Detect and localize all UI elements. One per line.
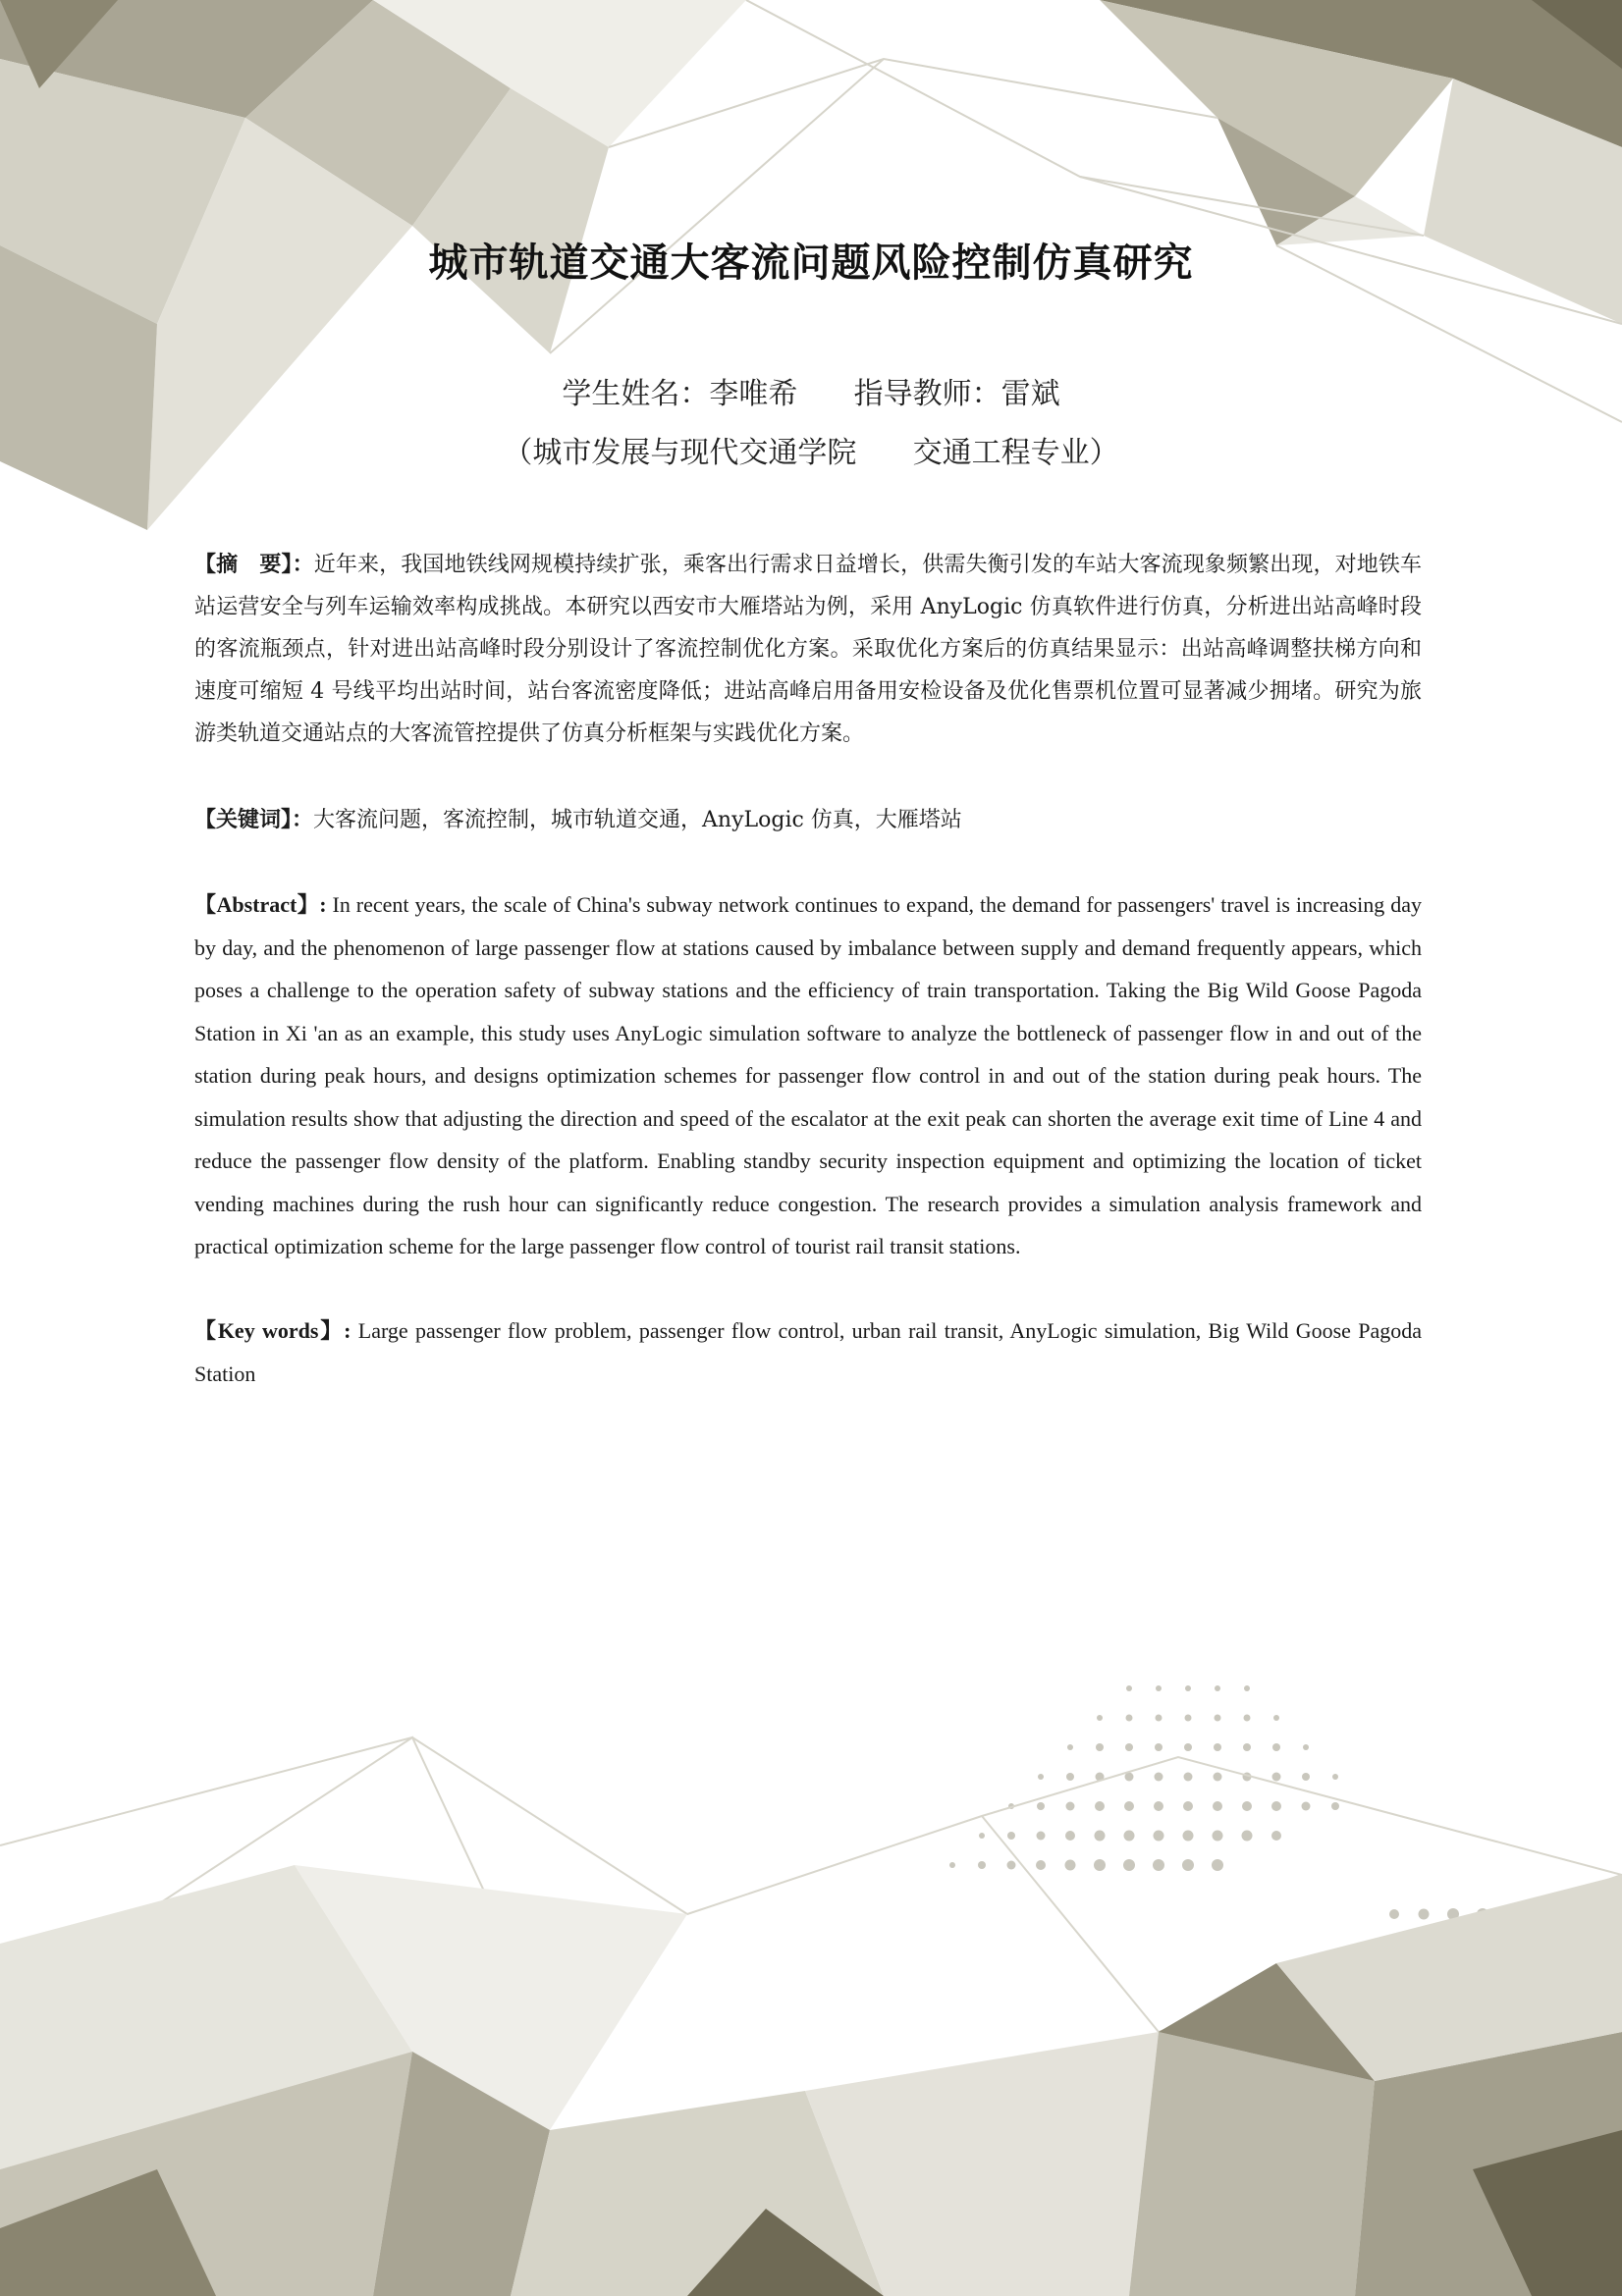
decorative-top-polygons [0, 0, 1622, 609]
keywords-english [194, 1309, 1422, 1395]
keywords-en-label: 【Key words】: [194, 1318, 351, 1343]
abstract-chinese [194, 544, 1422, 755]
keywords-cn-text: 大客流问题，客流控制，城市轨道交通，AnyLogic 仿真，大雁塔站 [313, 808, 962, 832]
abstract-cn-label: 【摘 要】： [194, 553, 314, 577]
abstract-en-text: In recent years, the scale of China's subway network continues to expand, the demand for passengers' travel is increasing day by day, and the phenomenon of large passenger flow at stations caused by imbalance between supply and demand frequently appears, which poses a challenge to the operation safety of subway stations and the efficiency of train transportation. Taking the Big Wild Goose Pagoda Station in Xi 'an as an example, this study uses AnyLogic simulation software to analyze the bottleneck of passenger flow in and out of the station during peak hours, and designs optimization schemes for passenger flow control in and out of the station during peak hours. The simulation results show that adjusting the direction and speed of the escalator at the exit peak can shorten the average exit time of Line 4 and reduce the passenger flow density of the platform. Enabling standby security inspection equipment and optimizing the location of ticket vending machines during the rush hour can significantly reduce congestion. The research provides a simulation analysis framework and practical optimization scheme for the large passenger flow control of tourist rail transit stations. [194, 892, 1422, 1258]
paper-title: 城市轨道交通大客流问题风险控制仿真研究 [428, 240, 1194, 286]
decorative-bottom-polygons [0, 1620, 1622, 2296]
abstract-cn-text: 近年来，我国地铁线网规模持续扩张，乘客出行需求日益增长，供需失衡引发的车站大客流现象频繁出现，对地铁车站运营安全与列车运输效率构成挑战。本研究以西安市大雁塔站为例，采用 AnyLogic 仿真软件进行仿真，分析进出站高峰时段的客流瓶颈点，针对进出站高峰时段分别设计了客流控制优化方案。采取优化方案后的仿真结果显示：出站高峰调整扶梯方向和速度可缩短 4 号线平均出站时间，站台客流密度降低；进站高峰启用备用安检设备及优化售票机位置可显著减少拥堵。研究为旅游类轨道交通站点的大客流管控提供了仿真分析框架与实践优化方案。 [194, 553, 1422, 746]
keywords-chinese [194, 799, 1422, 841]
author-advisor-line: 学生姓名：李唯希 指导教师：雷斌 [562, 377, 1060, 411]
keywords-en-text: Large passenger flow problem, passenger flow control, urban rail transit, AnyLogic simulation, Big Wild Goose Pagoda Station [194, 1318, 1422, 1386]
abstract-english [194, 883, 1422, 1268]
keywords-cn-label: 【关键词】： [194, 808, 314, 832]
school-major-line: （城市发展与现代交通学院 交通工程专业） [503, 436, 1119, 470]
abstract-en-label: 【Abstract】: [194, 892, 327, 917]
